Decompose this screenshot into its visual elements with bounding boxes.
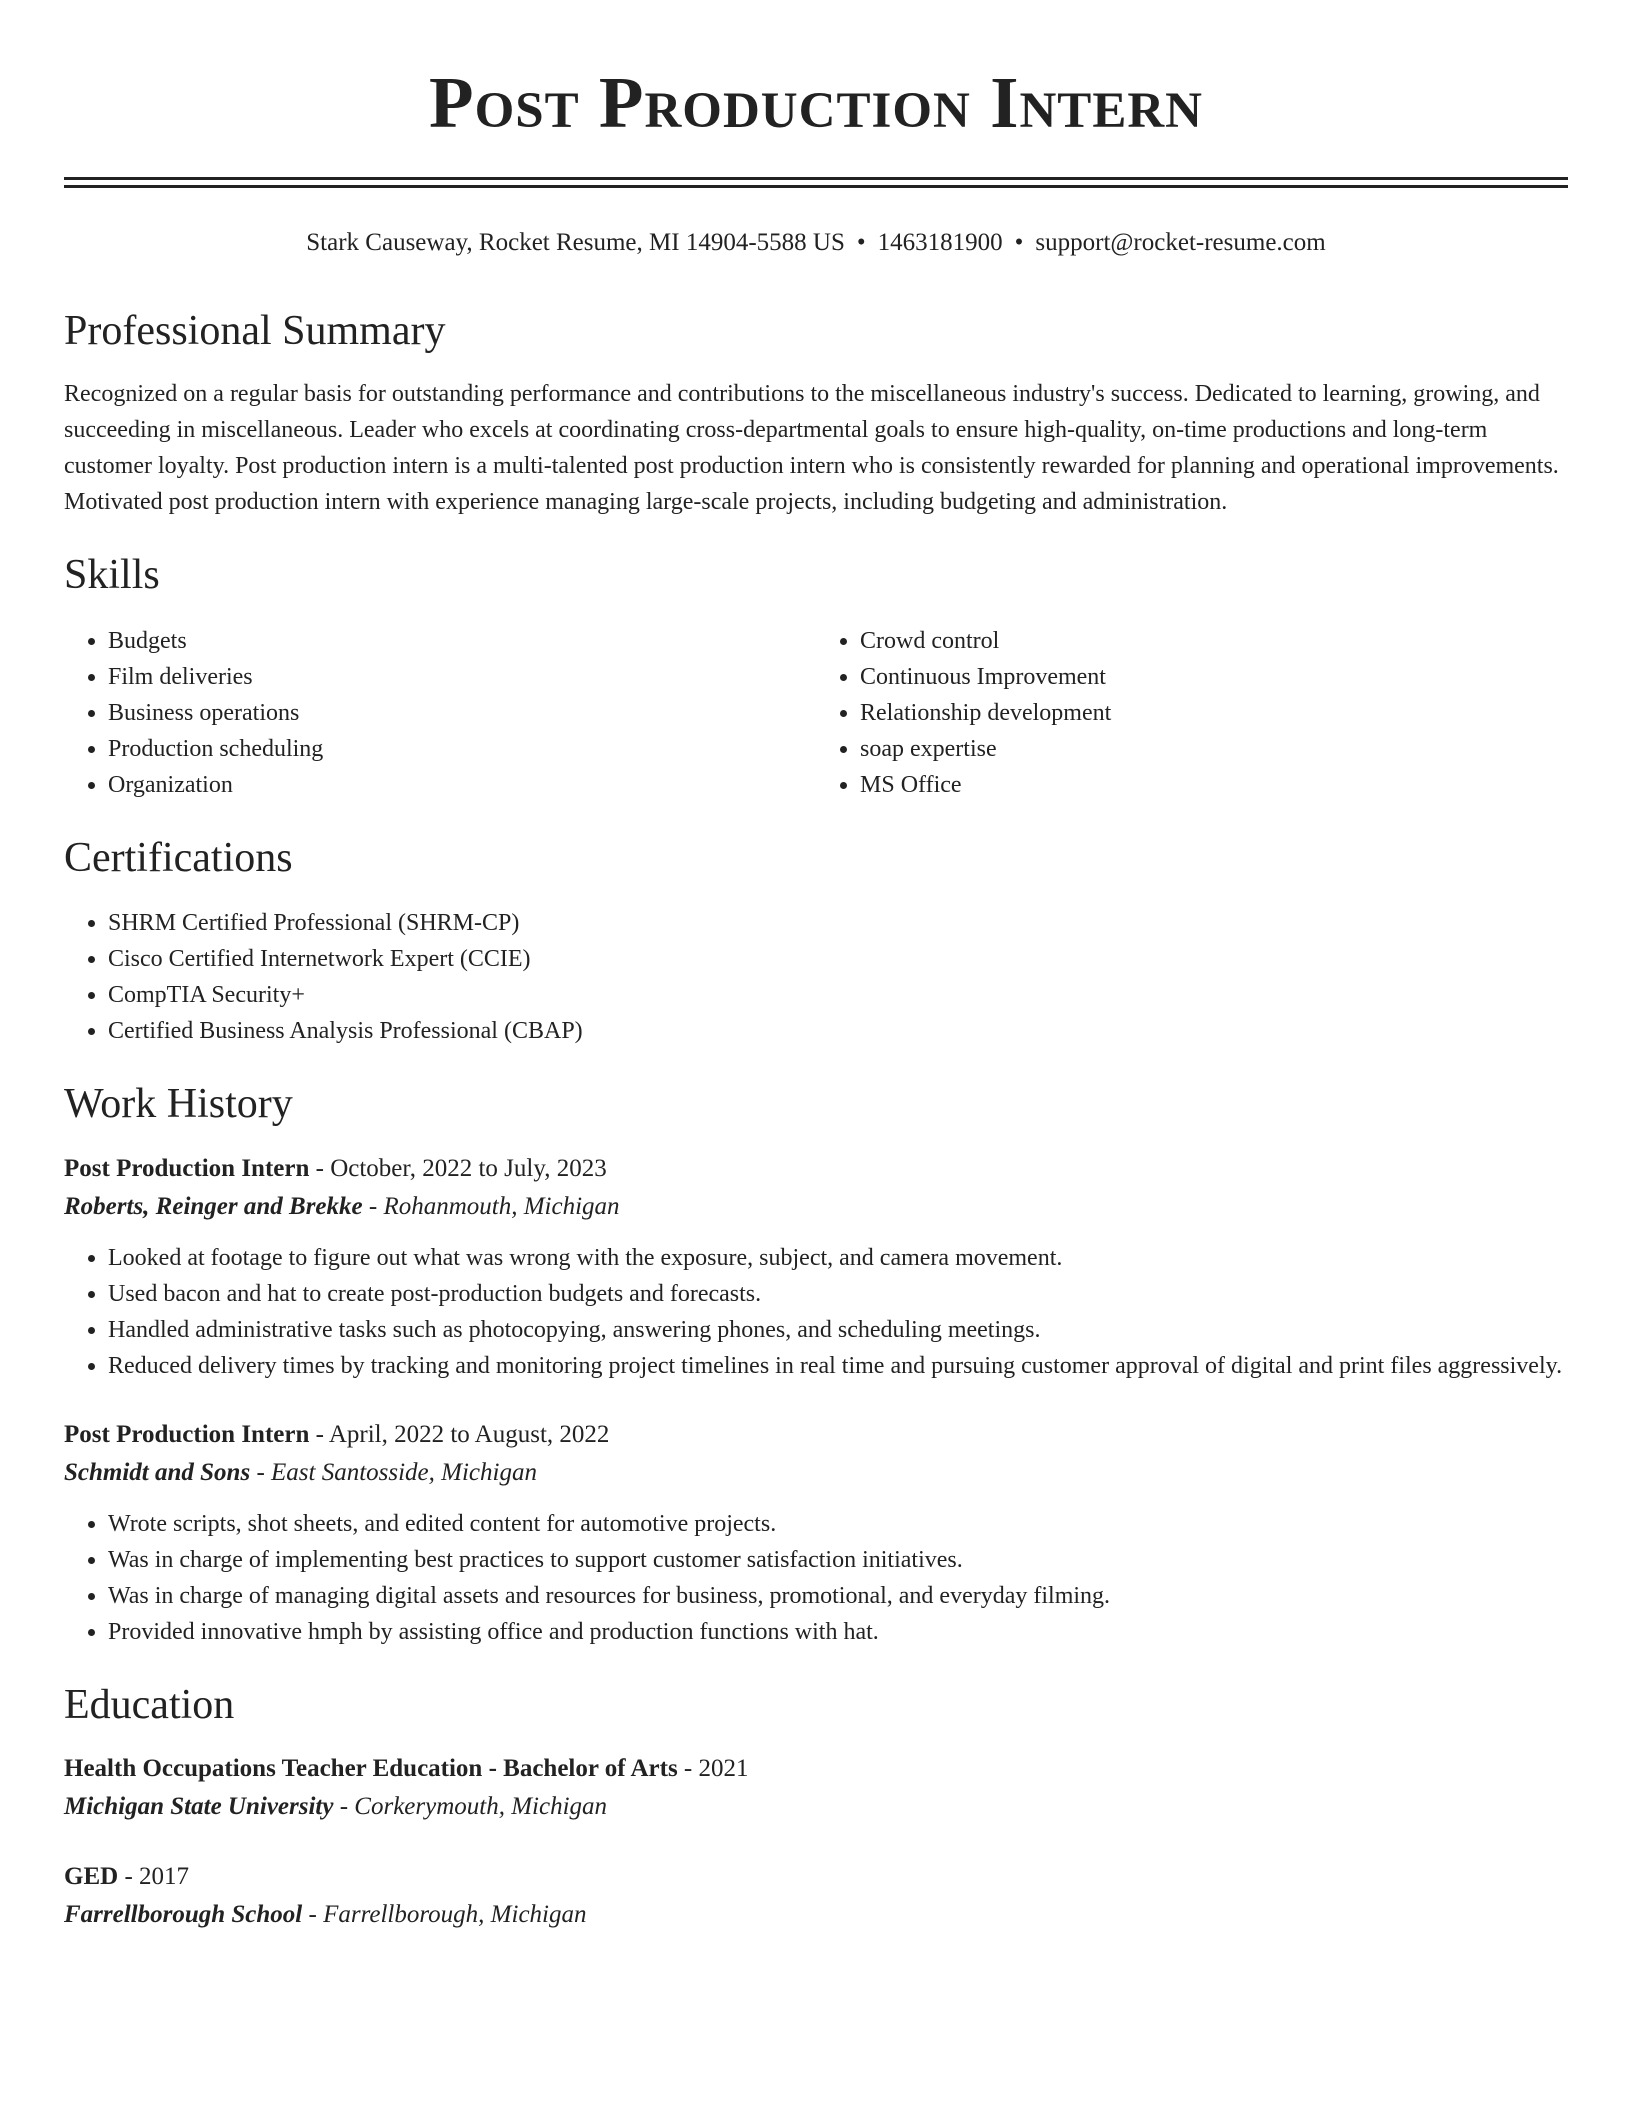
certification-item: • SHRM Certified Professional (SHRM-CP) xyxy=(108,905,1568,941)
education-degree: GED xyxy=(64,1862,119,1890)
job-company-line xyxy=(64,1188,1568,1226)
skills-list-right xyxy=(816,623,1568,803)
education-school-line xyxy=(64,1896,1568,1934)
skill-item: • Budgets xyxy=(108,623,816,659)
job-bullets xyxy=(64,1240,1568,1384)
education-section xyxy=(64,1680,1568,1934)
job-bullet: • Used bacon and hat to create post-production budgets and forecasts. xyxy=(108,1276,1568,1312)
skill-item: • Production scheduling xyxy=(108,731,816,767)
certification-item: • CompTIA Security+ xyxy=(108,977,1568,1013)
job-role: Post Production Intern xyxy=(64,1420,310,1448)
skill-item: • Crowd control xyxy=(860,623,1568,659)
certifications-list xyxy=(64,905,1568,1049)
certifications-heading: Certifications xyxy=(64,834,293,881)
education-degree-line xyxy=(64,1858,1568,1896)
job-bullets xyxy=(64,1506,1568,1650)
contact-line xyxy=(64,228,1568,258)
job-title-line xyxy=(64,1150,1568,1188)
education-year: - 2017 xyxy=(118,1862,190,1890)
job-location: - Rohanmouth, Michigan xyxy=(362,1192,620,1220)
education-school-line xyxy=(64,1788,1568,1826)
contact-phone: 1463181900 xyxy=(877,229,1003,256)
skill-item: • soap expertise xyxy=(860,731,1568,767)
job-entry xyxy=(64,1416,1568,1650)
job-location: - East Santosside, Michigan xyxy=(250,1458,537,1486)
job-company: Roberts, Reinger and Brekke xyxy=(64,1192,363,1220)
education-entry xyxy=(64,1858,1568,1934)
education-year: - 2021 xyxy=(677,1754,749,1782)
job-bullet: • Handled administrative tasks such as photocopying, answering phones, and scheduling meetings. xyxy=(108,1312,1568,1348)
certification-item: • Certified Business Analysis Professional (CBAP) xyxy=(108,1013,1568,1049)
education-heading: Education xyxy=(64,1681,235,1728)
job-bullet: • Provided innovative hmph by assisting office and production functions with hat. xyxy=(108,1614,1568,1650)
job-role: Post Production Intern xyxy=(64,1154,310,1182)
job-bullet: • Reduced delivery times by tracking and monitoring project timelines in real time and pursuing customer approval of digital and print files aggressively. xyxy=(108,1348,1568,1384)
job-bullet: • Was in charge of implementing best practices to support customer satisfaction initiatives. xyxy=(108,1542,1568,1578)
skills-heading: Skills xyxy=(64,552,160,599)
certifications-section xyxy=(64,833,1568,1049)
certification-item: • Cisco Certified Internetwork Expert (CCIE) xyxy=(108,941,1568,977)
education-school: Michigan State University xyxy=(64,1792,334,1820)
education-location: - Farrellborough, Michigan xyxy=(302,1900,587,1928)
resume-title: Post Production Intern xyxy=(428,62,1204,143)
title-double-rule xyxy=(64,177,1568,188)
skill-item: • Film deliveries xyxy=(108,659,816,695)
job-title-line xyxy=(64,1416,1568,1454)
contact-address: Stark Causeway, Rocket Resume, MI 14904-5588 US xyxy=(306,229,845,256)
job-bullet: • Was in charge of managing digital assets and resources for business, promotional, and everyday filming. xyxy=(108,1578,1568,1614)
skill-item: • Organization xyxy=(108,767,816,803)
work-history-heading: Work History xyxy=(64,1081,293,1128)
job-bullet: • Wrote scripts, shot sheets, and edited content for automotive projects. xyxy=(108,1506,1568,1542)
work-history-section xyxy=(64,1079,1568,1649)
summary-heading: Professional Summary xyxy=(64,308,446,354)
skill-item: • Continuous Improvement xyxy=(860,659,1568,695)
summary-text: Recognized on a regular basis for outstanding performance and contributions to the miscellaneous industry's success. Dedicated to learning, growing, and succeeding in miscellaneous. Leader who excels at coordinating cross-departmental goals to ensure high-quality, on-time productions and long-term customer loyalty. Post production intern is a multi-talented post production intern who is consistently rewarded for planning and operational improvements. Motivated post production intern with experience managing large-scale projects, including budgeting and administration. xyxy=(64,381,1559,516)
skill-item: • MS Office xyxy=(860,767,1568,803)
job-company: Schmidt and Sons xyxy=(64,1458,251,1486)
education-degree: Health Occupations Teacher Education - Bachelor of Arts xyxy=(64,1754,678,1782)
job-dates: - April, 2022 to August, 2022 xyxy=(309,1420,610,1448)
education-degree-line xyxy=(64,1750,1568,1788)
job-bullet: • Looked at footage to figure out what was wrong with the exposure, subject, and camera movement. xyxy=(108,1240,1568,1276)
education-school: Farrellborough School xyxy=(64,1900,303,1928)
education-entry xyxy=(64,1750,1568,1826)
job-company-line xyxy=(64,1454,1568,1492)
contact-separator: • xyxy=(1014,229,1024,256)
education-location: - Corkerymouth, Michigan xyxy=(333,1792,608,1820)
job-entry xyxy=(64,1150,1568,1384)
skills-columns xyxy=(64,623,1568,803)
contact-separator: • xyxy=(856,229,866,256)
contact-email: support@rocket-resume.com xyxy=(1035,229,1326,256)
skill-item: • Relationship development xyxy=(860,695,1568,731)
skills-section xyxy=(64,550,1568,802)
job-dates: - October, 2022 to July, 2023 xyxy=(309,1154,607,1182)
summary-section xyxy=(64,306,1568,520)
skill-item: • Business operations xyxy=(108,695,816,731)
skills-list-left xyxy=(64,623,816,803)
